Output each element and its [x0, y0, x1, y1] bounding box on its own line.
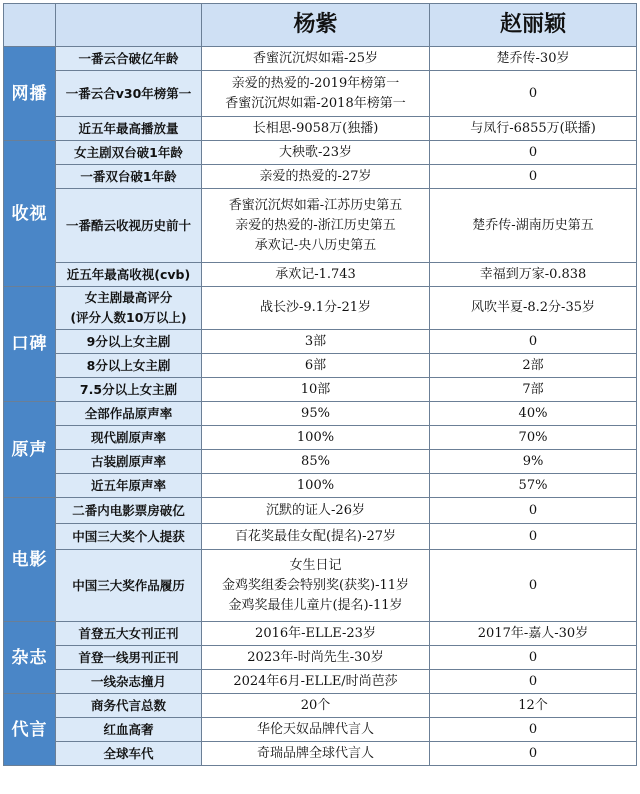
cell-line: 百花奖最佳女配(提名)-27岁	[234, 528, 397, 544]
cell-line: 风吹半夏-8.2分-35岁	[470, 300, 595, 315]
cell-line: 全部作品原声率	[84, 405, 173, 421]
cell-line: 承欢记-1.743	[275, 266, 356, 282]
category-zazhi: 杂志	[4, 622, 56, 694]
table-row	[4, 165, 637, 189]
cell-line: 香蜜沉沉烬如霜-2018年榜第一	[225, 95, 406, 111]
table-row	[4, 742, 637, 766]
table-row	[4, 550, 637, 622]
table-row	[4, 378, 637, 402]
header-item-cell	[56, 4, 202, 47]
zhao-liying-value	[430, 378, 637, 402]
cell-line: 二番内电影票房破亿	[72, 502, 185, 518]
cell-line: 2023年-时尚先生-30岁	[247, 649, 384, 665]
table-body	[4, 4, 637, 766]
cell-line: 金鸡奖组委会特别奖(获奖)-11岁	[221, 577, 410, 593]
yang-zi-value	[202, 524, 430, 550]
yang-zi-value	[202, 189, 430, 263]
item-label	[56, 141, 202, 165]
cell-line: 3部	[304, 333, 327, 349]
yang-zi-value	[202, 71, 430, 117]
item-label	[56, 47, 202, 71]
item-label	[56, 378, 202, 402]
yang-zi-value	[202, 330, 430, 354]
item-label	[56, 550, 202, 622]
item-label	[56, 450, 202, 474]
cell-line: 0	[528, 745, 538, 761]
cell-line: 亲爱的热爱的-2019年榜第一	[231, 75, 400, 91]
item-label	[56, 718, 202, 742]
zhao-liying-value	[430, 450, 637, 474]
zhao-liying-value	[430, 622, 637, 646]
cell-line: 沉默的证人-26岁	[266, 502, 365, 518]
table-row	[4, 141, 637, 165]
table-row	[4, 354, 637, 378]
item-label	[56, 354, 202, 378]
table-row	[4, 263, 637, 287]
item-label	[56, 287, 202, 330]
cell-line: 12个	[518, 697, 548, 713]
cell-line: 红血高奢	[103, 721, 154, 737]
zhao-liying-value	[430, 646, 637, 670]
table-row	[4, 189, 637, 263]
cell-line: 女生日记	[289, 557, 342, 573]
table-row	[4, 402, 637, 426]
cell-line: 华伦天奴品牌代言人	[256, 721, 374, 737]
cell-line: 一番云合破亿年龄	[78, 50, 179, 66]
yang-zi-value	[202, 378, 430, 402]
cell-line: 女主剧双台破1年龄	[74, 144, 183, 160]
category-shoushi: 收视	[4, 141, 56, 287]
comparison-table	[3, 3, 637, 766]
cell-line: 古装剧原声率	[90, 453, 166, 469]
category-wangbo: 网播	[4, 47, 56, 141]
item-label	[56, 622, 202, 646]
zhao-liying-value	[430, 694, 637, 718]
cell-line: 大秧歌-23岁	[279, 144, 352, 160]
table-row	[4, 71, 637, 117]
cell-line: 0	[528, 502, 538, 518]
yang-zi-value	[202, 354, 430, 378]
table-row	[4, 622, 637, 646]
cell-line: (评分人数10万以上)	[70, 310, 187, 325]
category-koubei: 口碑	[4, 287, 56, 402]
zhao-liying-value	[430, 47, 637, 71]
zhao-liying-value	[430, 330, 637, 354]
zhao-liying-value	[430, 742, 637, 766]
cell-line: 70%	[518, 429, 548, 445]
cell-line: 金鸡奖最佳儿童片(提名)-11岁	[228, 597, 403, 613]
item-label	[56, 402, 202, 426]
cell-line: 一番云合v30年榜第一	[65, 85, 192, 101]
item-label	[56, 426, 202, 450]
cell-line: 6部	[304, 357, 327, 373]
yang-zi-value	[202, 117, 430, 141]
item-label	[56, 189, 202, 263]
cell-line: 7.5分以上女主剧	[79, 381, 178, 397]
cell-line: 与凤行-6855万(联播)	[470, 120, 596, 136]
cell-line: 一番双台破1年龄	[80, 168, 177, 184]
item-label	[56, 330, 202, 354]
yang-zi-value	[202, 718, 430, 742]
yang-zi-value	[202, 550, 430, 622]
table-row	[4, 47, 637, 71]
cell-line: 2024年6月-ELLE/时尚芭莎	[233, 673, 398, 689]
zhao-liying-value	[430, 498, 637, 524]
cell-line: 100%	[296, 429, 335, 445]
yang-zi-value	[202, 263, 430, 287]
cell-line: 近五年原声率	[90, 477, 166, 493]
category-yuansheng: 原声	[4, 402, 56, 498]
cell-line: 0	[528, 721, 538, 737]
zhao-liying-value	[430, 550, 637, 622]
cell-line: 楚乔传-30岁	[496, 50, 570, 66]
cell-line: 57%	[518, 477, 548, 493]
cell-line: 0	[528, 528, 538, 544]
table-row	[4, 670, 637, 694]
cell-line: 20个	[300, 697, 331, 713]
cell-line: 亲爱的热爱的-浙江历史第五	[235, 217, 396, 233]
cell-line: 香蜜沉沉烬如霜-25岁	[253, 50, 378, 66]
zhao-liying-value	[430, 718, 637, 742]
cell-line: 中国三大奖作品履历	[72, 577, 185, 593]
cell-line: 100%	[296, 477, 335, 493]
cell-line: 中国三大奖个人提获	[72, 528, 185, 544]
cell-line: 0	[528, 673, 538, 689]
cell-line: 现代剧原声率	[90, 429, 166, 445]
header-row	[4, 4, 637, 47]
yang-zi-value	[202, 742, 430, 766]
item-label	[56, 117, 202, 141]
table-row	[4, 426, 637, 450]
table-row	[4, 330, 637, 354]
category-daiyan: 代言	[4, 694, 56, 766]
item-label	[56, 742, 202, 766]
table-row	[4, 450, 637, 474]
cell-line: 亲爱的热爱的-27岁	[259, 168, 372, 184]
item-label	[56, 165, 202, 189]
yang-zi-value	[202, 426, 430, 450]
header-zhao-liying: 赵丽颖	[430, 4, 637, 47]
table-row	[4, 718, 637, 742]
zhao-liying-value	[430, 474, 637, 498]
cell-line: 0	[528, 168, 538, 184]
cell-line: 幸福到万家-0.838	[479, 266, 587, 282]
zhao-liying-value	[430, 426, 637, 450]
zhao-liying-value	[430, 117, 637, 141]
item-label	[56, 524, 202, 550]
cell-line: 一线杂志撞月	[90, 673, 166, 689]
cell-line: 95%	[301, 405, 330, 421]
zhao-liying-value	[430, 402, 637, 426]
table-row	[4, 524, 637, 550]
yang-zi-value	[202, 450, 430, 474]
cell-line: 首登五大女刊正刊	[78, 625, 179, 641]
yang-zi-value	[202, 694, 430, 718]
cell-line: 近五年最高收视(cvb)	[66, 266, 191, 282]
item-label	[56, 498, 202, 524]
cell-line: 一番酷云收视历史前十	[65, 217, 191, 233]
table-row	[4, 498, 637, 524]
cell-line: 奇瑞品牌全球代言人	[256, 745, 374, 761]
cell-line: 首登一线男刊正刊	[78, 649, 179, 665]
zhao-liying-value	[430, 263, 637, 287]
cell-line: 2016年-ELLE-23岁	[255, 625, 376, 641]
yang-zi-value	[202, 474, 430, 498]
zhao-liying-value	[430, 165, 637, 189]
cell-line: 85%	[301, 453, 330, 469]
cell-line: 9分以上女主剧	[86, 333, 171, 349]
cell-line: 0	[528, 333, 538, 349]
table-row	[4, 287, 637, 330]
item-label	[56, 71, 202, 117]
cell-line: 楚乔传-湖南历史第五	[472, 217, 594, 233]
cell-line: 商务代言总数	[90, 697, 166, 713]
yang-zi-value	[202, 165, 430, 189]
cell-line: 8分以上女主剧	[86, 357, 171, 373]
cell-line: 0	[528, 85, 538, 101]
yang-zi-value	[202, 141, 430, 165]
yang-zi-value	[202, 670, 430, 694]
item-label	[56, 263, 202, 287]
zhao-liying-value	[430, 354, 637, 378]
cell-line: 0	[528, 577, 538, 593]
zhao-liying-value	[430, 141, 637, 165]
cell-line: 承欢记-央八历史第五	[254, 237, 377, 253]
item-label	[56, 670, 202, 694]
zhao-liying-value	[430, 189, 637, 263]
yang-zi-value	[202, 47, 430, 71]
zhao-liying-value	[430, 524, 637, 550]
cell-line: 0	[528, 649, 538, 665]
item-label	[56, 694, 202, 718]
header-corner-cell	[4, 4, 56, 47]
item-label	[56, 474, 202, 498]
table-row	[4, 694, 637, 718]
zhao-liying-value	[430, 287, 637, 330]
cell-line: 近五年最高播放量	[78, 120, 179, 136]
yang-zi-value	[202, 498, 430, 524]
category-dianying: 电影	[4, 498, 56, 622]
table-row	[4, 117, 637, 141]
cell-line: 2部	[522, 357, 544, 373]
cell-line: 战长沙-9.1分-21岁	[259, 300, 371, 315]
yang-zi-value	[202, 646, 430, 670]
cell-line: 7部	[522, 381, 544, 397]
cell-line: 0	[528, 144, 538, 160]
zhao-liying-value	[430, 71, 637, 117]
cell-line: 女主剧最高评分	[84, 290, 173, 305]
item-label	[56, 646, 202, 670]
cell-line: 9%	[522, 453, 544, 469]
table-row	[4, 646, 637, 670]
table-row	[4, 474, 637, 498]
zhao-liying-value	[430, 670, 637, 694]
cell-line: 2017年-嘉人-30岁	[477, 625, 589, 641]
yang-zi-value	[202, 622, 430, 646]
header-yang-zi: 杨紫	[202, 4, 430, 47]
cell-line: 10部	[300, 381, 331, 397]
yang-zi-value	[202, 402, 430, 426]
cell-line: 40%	[518, 405, 548, 421]
cell-line: 长相思-9058万(独播)	[252, 120, 379, 136]
cell-line: 全球车代	[103, 745, 154, 761]
yang-zi-value	[202, 287, 430, 330]
cell-line: 香蜜沉沉烬如霜-江苏历史第五	[228, 197, 403, 213]
